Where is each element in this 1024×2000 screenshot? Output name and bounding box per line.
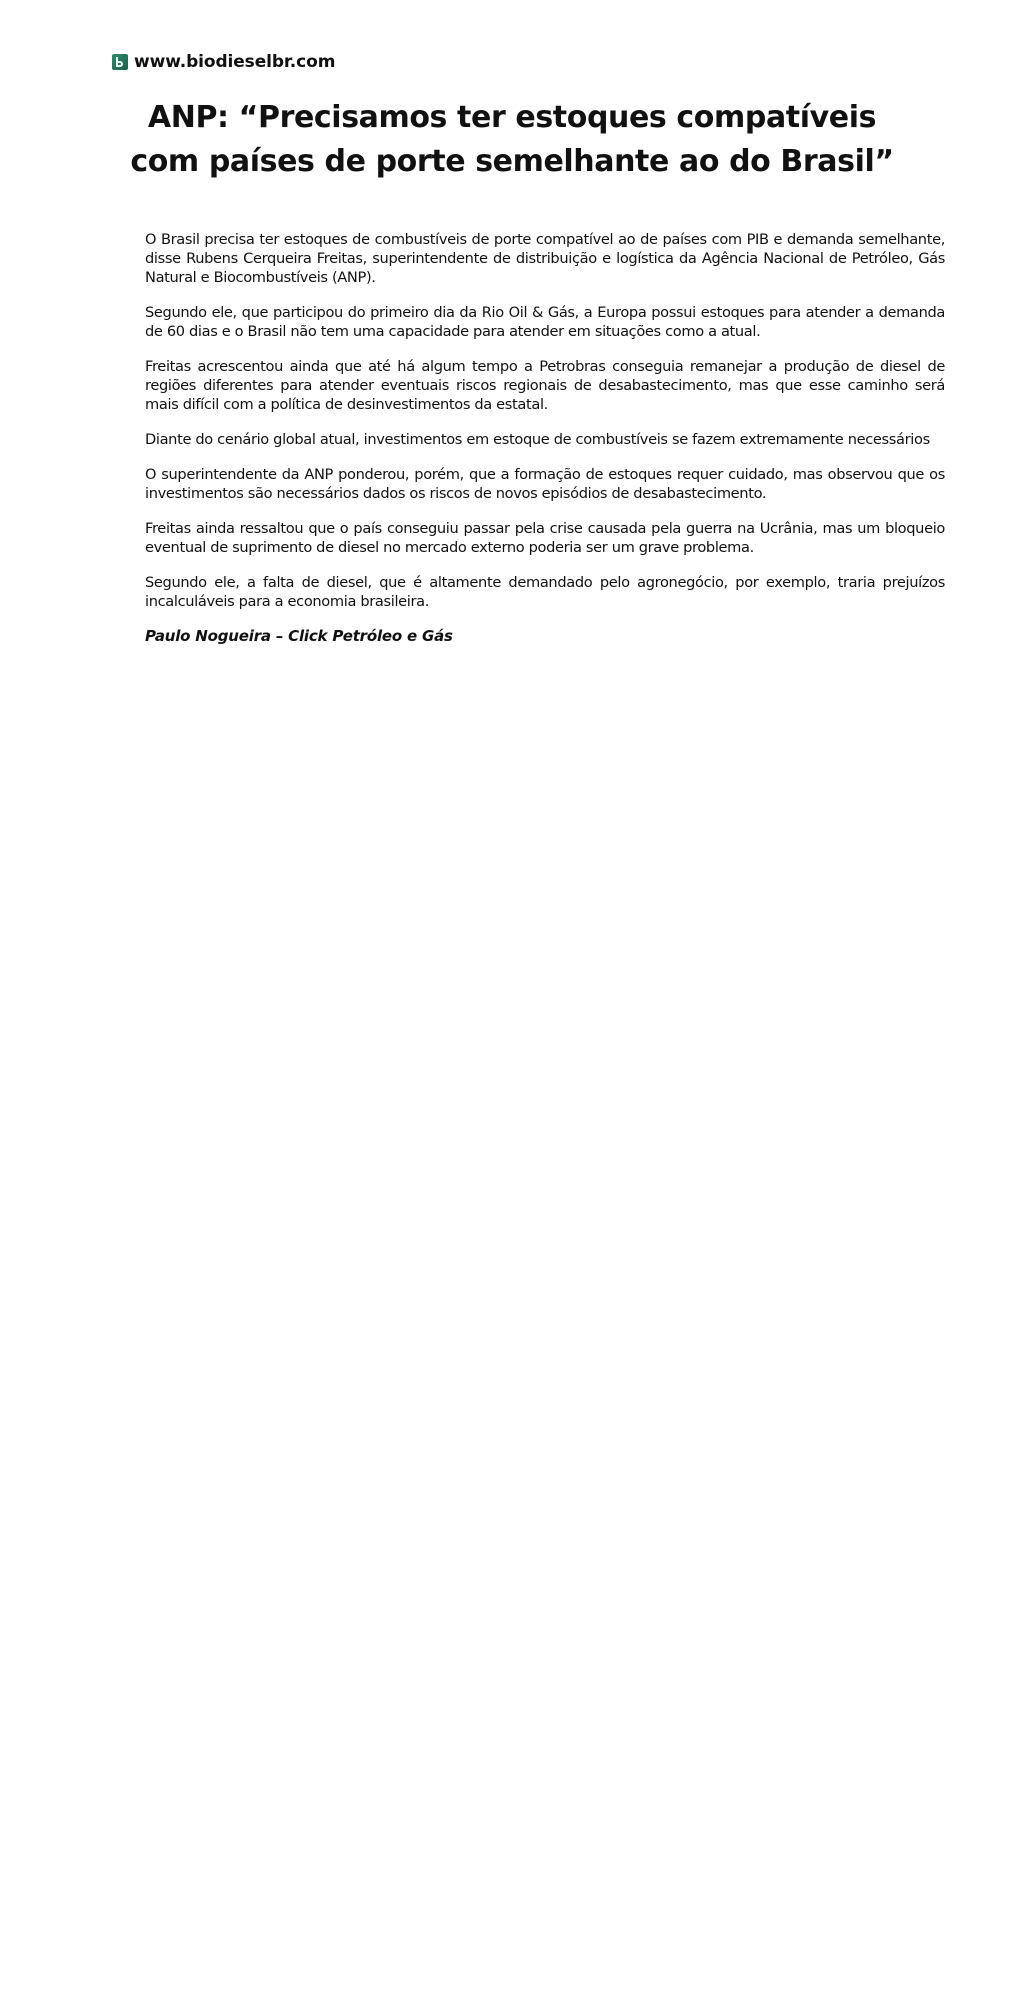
site-link[interactable]: www.biodieselbr.com bbox=[134, 52, 336, 72]
article-paragraph: Segundo ele, a falta de diesel, que é altamente demandado pelo agronegócio, por exemplo, traria prejuízos incalculáveis para a economia brasileira. bbox=[145, 574, 945, 610]
biodieselbr-logo-icon bbox=[112, 54, 128, 70]
article-paragraph: Segundo ele, que participou do primeiro dia da Rio Oil & Gás, a Europa possui estoques para atender a demanda de 60 dias e o Brasil não tem uma capacidade para atender em situações como a atual. bbox=[145, 304, 945, 340]
article-paragraph: O Brasil precisa ter estoques de combustíveis de porte compatível ao de países com PIB e demanda semelhante, disse Rubens Cerqueira Freitas, superintendente de distribuição e logística da Agência Nacional de Petróleo, Gás Natural e Biocombustíveis (ANP). bbox=[145, 231, 945, 286]
article-paragraph: Diante do cenário global atual, investimentos em estoque de combustíveis se fazem extremamente necessários bbox=[145, 431, 930, 448]
site-header bbox=[112, 52, 335, 72]
article-paragraph: O superintendente da ANP ponderou, porém, que a formação de estoques requer cuidado, mas observou que os investimentos são necessários dados os riscos de novos episódios de desabastecimento. bbox=[145, 466, 945, 502]
article-paragraph: Freitas acrescentou ainda que até há algum tempo a Petrobras conseguia remanejar a produção de diesel de regiões diferentes para atender eventuais riscos regionais de desabastecimento, mas que esse caminho será mais difícil com a política de desinvestimentos da estatal. bbox=[145, 358, 945, 413]
article-paragraph: Freitas ainda ressaltou que o país conseguiu passar pela crise causada pela guerra na Ucrânia, mas um bloqueio eventual de suprimento de diesel no mercado externo poderia ser um grave problema. bbox=[145, 520, 945, 556]
article-body bbox=[145, 230, 945, 662]
article-signature: Paulo Nogueira – Click Petróleo e Gás bbox=[145, 627, 453, 645]
article-title: ANP: “Precisamos ter estoques compatíveis com países de porte semelhante ao do Brasil” bbox=[130, 100, 894, 179]
